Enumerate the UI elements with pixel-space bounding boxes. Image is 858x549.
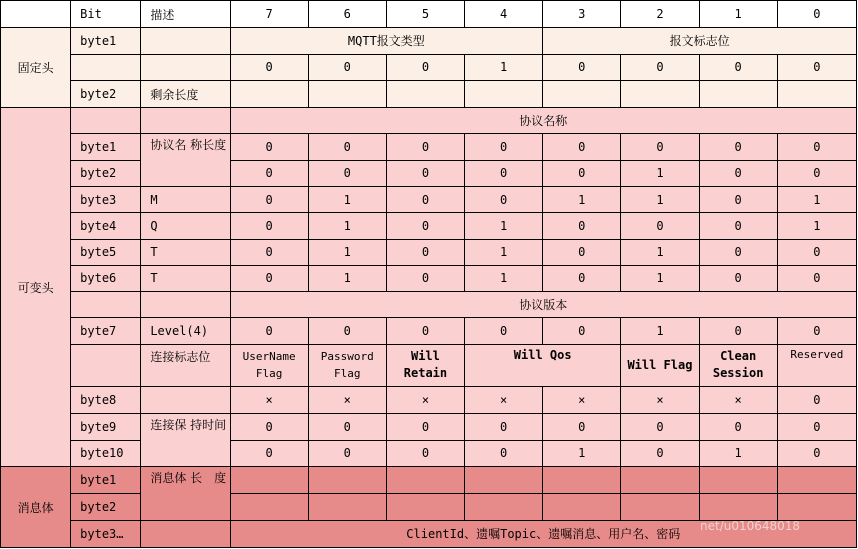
- variable-row: [1, 134, 857, 160]
- connect-flags-row: [1, 344, 857, 386]
- bit-cell: 0: [230, 187, 308, 213]
- flag-will-flag: Will Flag: [621, 344, 699, 386]
- bit-cell: ×: [386, 387, 464, 414]
- variable-row-byte10: [1, 440, 857, 466]
- bit-cell: 1: [465, 213, 543, 239]
- bit-cell: 1: [777, 213, 856, 239]
- header-col: 4: [465, 1, 543, 28]
- bit-cell: 0: [465, 318, 543, 344]
- bit-cell: 0: [308, 318, 386, 344]
- mqtt-type-label: MQTT报文类型: [230, 28, 543, 54]
- bit-cell: 0: [230, 134, 308, 160]
- protocol-version-label: 协议版本: [230, 292, 856, 318]
- bit-cell: [465, 467, 543, 494]
- bit-cell: [230, 494, 308, 520]
- bit-cell: 0: [699, 134, 777, 160]
- bit-cell: [465, 80, 543, 107]
- bit-cell: [699, 80, 777, 107]
- bit-cell: 0: [699, 265, 777, 291]
- bit-cell: 0: [465, 187, 543, 213]
- bit-cell: 0: [230, 440, 308, 466]
- bit-cell: 1: [621, 187, 699, 213]
- bit-cell: [308, 80, 386, 107]
- header-col: 7: [230, 1, 308, 28]
- bit-cell: 1: [465, 239, 543, 265]
- bit-cell: 1: [308, 187, 386, 213]
- bit-cell: 0: [308, 160, 386, 186]
- bit-cell: 0: [543, 160, 621, 186]
- bit-cell: 0: [465, 440, 543, 466]
- bit-cell: 0: [699, 213, 777, 239]
- message-row-byte1: [1, 467, 857, 494]
- header-col: 6: [308, 1, 386, 28]
- bit-cell: [543, 467, 621, 494]
- byte-label: byte9: [71, 414, 141, 440]
- section-fixed-header: 固定头: [1, 28, 71, 108]
- bit-cell: 0: [777, 387, 856, 414]
- header-corner: [1, 1, 71, 28]
- bit-cell: [230, 80, 308, 107]
- bit-cell: 0: [543, 414, 621, 440]
- flag-reserved: Reserved: [777, 344, 856, 386]
- bit-cell: 0: [777, 414, 856, 440]
- bit-cell: 0: [465, 414, 543, 440]
- bit-cell: 0: [386, 187, 464, 213]
- flags-label: 报文标志位: [543, 28, 857, 54]
- bit-cell: 0: [308, 134, 386, 160]
- char-desc: Q: [141, 213, 230, 239]
- flag-password: Password Flag: [308, 344, 386, 386]
- bit-cell: 1: [308, 213, 386, 239]
- byte-label: byte3: [71, 187, 141, 213]
- message-length-desc: 消息体 长 度: [141, 467, 230, 521]
- bit-cell: 0: [543, 318, 621, 344]
- bit-cell: 0: [777, 440, 856, 466]
- header-col: 5: [386, 1, 464, 28]
- bit-cell: 0: [386, 134, 464, 160]
- bit-cell: 0: [777, 318, 856, 344]
- byte-label: byte1: [71, 467, 141, 494]
- bit-cell: [386, 494, 464, 520]
- byte-label: [71, 54, 141, 80]
- bit-cell: [699, 467, 777, 494]
- byte-label: byte2: [71, 80, 141, 107]
- bit-cell: [621, 494, 699, 520]
- bit-cell: 1: [465, 265, 543, 291]
- connect-flags-desc: 连接标志位: [141, 344, 230, 386]
- variable-row: [1, 187, 857, 213]
- byte-label: byte4: [71, 213, 141, 239]
- fixed-row-bits: [1, 54, 857, 80]
- bit-cell: 0: [386, 414, 464, 440]
- bit-cell: 0: [308, 414, 386, 440]
- bit-cell: 0: [699, 54, 777, 80]
- bit-cell: [386, 80, 464, 107]
- bit-cell: 0: [777, 160, 856, 186]
- byte-label: byte7: [71, 318, 141, 344]
- bit-cell: 0: [543, 239, 621, 265]
- bit-cell: 0: [230, 265, 308, 291]
- bit-cell: 0: [621, 54, 699, 80]
- bit-cell: 1: [543, 187, 621, 213]
- bit-cell: 0: [386, 318, 464, 344]
- bit-cell: 1: [308, 239, 386, 265]
- bit-cell: 0: [699, 187, 777, 213]
- header-desc: 描述: [141, 1, 230, 28]
- bit-cell: [308, 494, 386, 520]
- fixed-row-byte1: [1, 28, 857, 54]
- variable-protocol-version-row: [1, 292, 857, 318]
- bit-cell: 0: [621, 213, 699, 239]
- variable-row: [1, 239, 857, 265]
- byte-label: byte10: [71, 440, 141, 466]
- variable-protocol-name-row: [1, 108, 857, 134]
- bit-cell: ×: [621, 387, 699, 414]
- bit-cell: 0: [308, 54, 386, 80]
- bit-cell: 0: [543, 265, 621, 291]
- bit-cell: 0: [386, 54, 464, 80]
- desc-cell: [141, 520, 230, 547]
- bit-cell: 0: [230, 54, 308, 80]
- bit-cell: 0: [308, 440, 386, 466]
- byte-label: byte5: [71, 239, 141, 265]
- bit-cell: 1: [777, 187, 856, 213]
- desc-cell: [141, 108, 230, 134]
- bit-cell: [621, 80, 699, 107]
- byte-label: byte2: [71, 160, 141, 186]
- flag-username: UserName Flag: [230, 344, 308, 386]
- remaining-length-desc: 剩余长度: [141, 80, 230, 107]
- bit-cell: [543, 80, 621, 107]
- bit-cell: 1: [699, 440, 777, 466]
- bit-cell: 0: [230, 414, 308, 440]
- variable-row-byte9: [1, 414, 857, 440]
- bit-cell: 0: [465, 160, 543, 186]
- header-col: 0: [777, 1, 856, 28]
- protocol-name-label: 协议名称: [230, 108, 856, 134]
- char-desc: T: [141, 239, 230, 265]
- desc-cell: [141, 292, 230, 318]
- name-length-desc: 协议名 称长度: [141, 134, 230, 187]
- byte-label: byte1: [71, 28, 141, 54]
- bit-cell: [777, 80, 856, 107]
- bit-cell: [308, 467, 386, 494]
- byte-label: [71, 292, 141, 318]
- variable-row: [1, 265, 857, 291]
- desc-cell: [141, 387, 230, 414]
- bit-cell: 0: [777, 134, 856, 160]
- watermark: net/u010648018: [700, 519, 801, 533]
- bit-cell: [465, 494, 543, 520]
- message-row-byte3: [1, 520, 857, 547]
- flag-will-qos: Will Qos: [465, 344, 621, 386]
- desc-cell: [141, 54, 230, 80]
- byte-label: byte1: [71, 134, 141, 160]
- header-col: 3: [543, 1, 621, 28]
- char-desc: M: [141, 187, 230, 213]
- section-variable-header: 可变头: [1, 108, 71, 467]
- byte-label: byte6: [71, 265, 141, 291]
- bit-cell: [386, 467, 464, 494]
- header-row: [1, 1, 857, 28]
- bit-cell: 0: [386, 160, 464, 186]
- bit-cell: 0: [699, 318, 777, 344]
- bit-cell: 0: [777, 265, 856, 291]
- bit-cell: [230, 467, 308, 494]
- bit-cell: 0: [543, 134, 621, 160]
- bit-cell: 0: [386, 265, 464, 291]
- bit-cell: 0: [465, 134, 543, 160]
- bit-cell: 0: [230, 160, 308, 186]
- bit-cell: 0: [230, 213, 308, 239]
- keepalive-desc: 连接保 持时间: [141, 414, 230, 467]
- bit-cell: 0: [230, 318, 308, 344]
- byte-label: byte2: [71, 494, 141, 520]
- bit-cell: ×: [230, 387, 308, 414]
- bit-cell: 0: [699, 160, 777, 186]
- level-desc: Level(4): [141, 318, 230, 344]
- bit-cell: 0: [386, 440, 464, 466]
- bit-cell: 0: [699, 239, 777, 265]
- bit-cell: 1: [543, 440, 621, 466]
- bit-cell: 0: [230, 239, 308, 265]
- bit-cell: [543, 494, 621, 520]
- flag-clean-session: Clean Session: [699, 344, 777, 386]
- header-col: 2: [621, 1, 699, 28]
- variable-row-byte7: [1, 318, 857, 344]
- bit-cell: 1: [465, 54, 543, 80]
- char-desc: T: [141, 265, 230, 291]
- byte-label: [71, 108, 141, 134]
- bit-cell: ×: [699, 387, 777, 414]
- variable-row: [1, 213, 857, 239]
- header-col: 1: [699, 1, 777, 28]
- variable-row: [1, 160, 857, 186]
- bit-cell: [777, 494, 856, 520]
- bit-cell: 1: [308, 265, 386, 291]
- bit-cell: 0: [621, 440, 699, 466]
- bit-cell: 0: [699, 414, 777, 440]
- section-message-body: 消息体: [1, 467, 71, 548]
- bit-cell: 0: [777, 54, 856, 80]
- header-bit: Bit: [71, 1, 141, 28]
- payload-label: ClientId、遗嘱Topic、遗嘱消息、用户名、密码: [230, 520, 856, 547]
- bit-cell: 1: [621, 318, 699, 344]
- message-row-byte2: [1, 494, 857, 520]
- flag-will-retain: Will Retain: [386, 344, 464, 386]
- bit-cell: [699, 494, 777, 520]
- bit-cell: ×: [465, 387, 543, 414]
- bit-cell: 0: [777, 239, 856, 265]
- bit-cell: [621, 467, 699, 494]
- byte-label: byte3…: [71, 520, 141, 547]
- bit-cell: 1: [621, 239, 699, 265]
- variable-row-byte8: [1, 387, 857, 414]
- bit-cell: 0: [543, 213, 621, 239]
- byte-label: byte8: [71, 387, 141, 414]
- bit-cell: 0: [621, 134, 699, 160]
- bit-cell: 0: [543, 54, 621, 80]
- bit-cell: [777, 467, 856, 494]
- byte-label: [71, 344, 141, 386]
- bit-cell: ×: [308, 387, 386, 414]
- bit-cell: 0: [621, 414, 699, 440]
- desc-cell: [141, 28, 230, 54]
- bit-cell: 1: [621, 160, 699, 186]
- fixed-row-byte2: [1, 80, 857, 107]
- bit-cell: ×: [543, 387, 621, 414]
- bit-cell: 0: [386, 239, 464, 265]
- bit-cell: 0: [386, 213, 464, 239]
- bit-cell: 1: [621, 265, 699, 291]
